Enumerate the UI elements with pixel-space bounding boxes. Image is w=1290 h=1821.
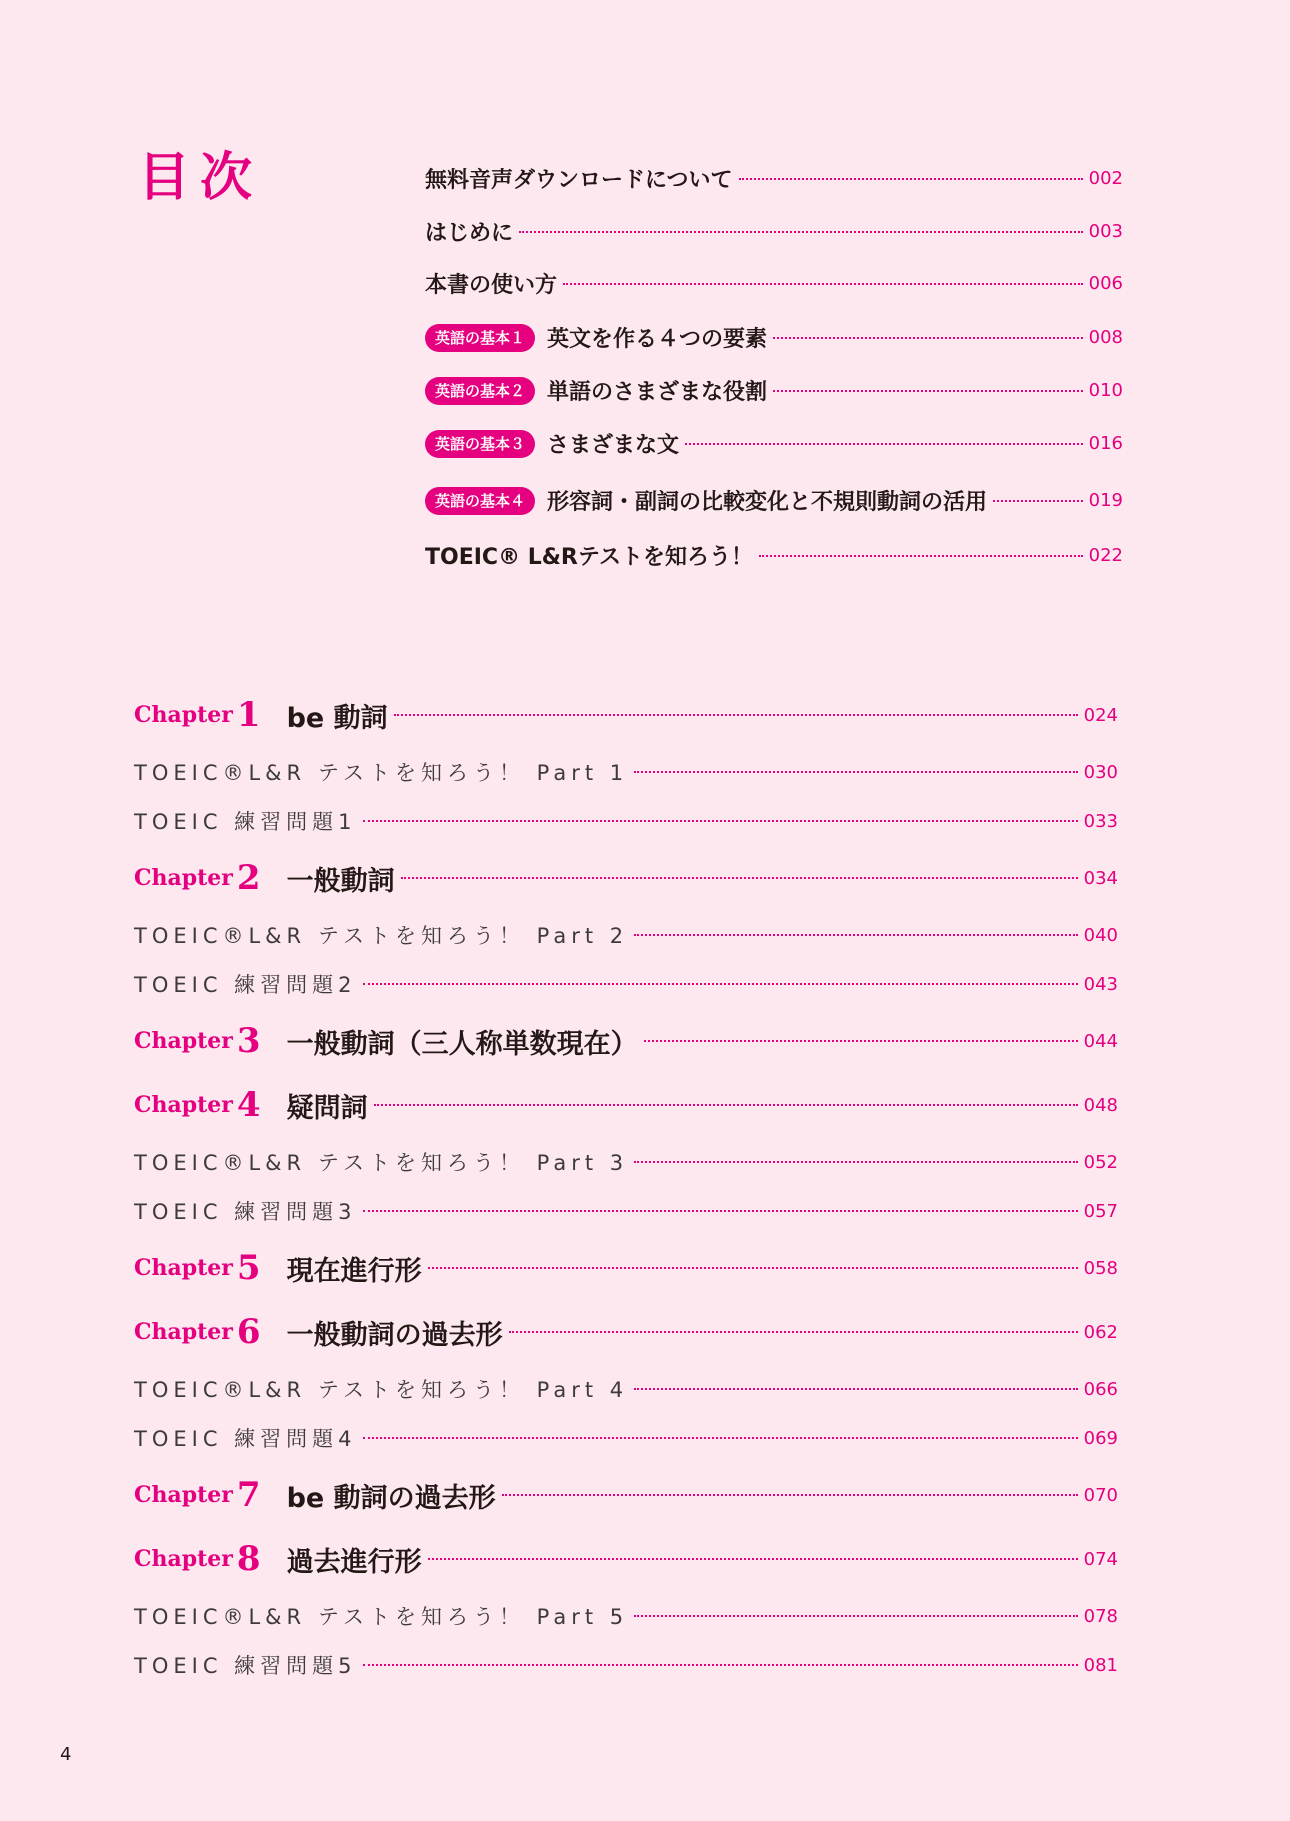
sub-entry[interactable] <box>134 920 1118 950</box>
leader-dots <box>634 934 1077 936</box>
chapter-entry[interactable] <box>134 1475 1118 1515</box>
toc-entry[interactable] <box>425 163 1123 194</box>
leader-dots <box>519 231 1083 233</box>
toc-entry[interactable] <box>425 216 1123 247</box>
page-number: 052 <box>1083 1151 1118 1173</box>
chapter-word: Chapter <box>134 1028 233 1054</box>
sub-entry[interactable] <box>134 757 1118 787</box>
chapter-number: 5 <box>236 1248 261 1288</box>
chapter-number: 3 <box>236 1021 261 1061</box>
leader-dots <box>374 1104 1078 1106</box>
leader-dots <box>502 1494 1078 1496</box>
chapter-number: 7 <box>236 1475 261 1515</box>
toc-entry[interactable] <box>425 322 1123 353</box>
leader-dots <box>634 1615 1077 1617</box>
page-number: 062 <box>1083 1321 1118 1343</box>
chapter-word: Chapter <box>134 1092 233 1118</box>
page-number: 010 <box>1088 380 1123 401</box>
page-number: 003 <box>1088 221 1123 242</box>
leader-dots <box>363 820 1078 822</box>
chapter-word: Chapter <box>134 1319 233 1345</box>
leader-dots <box>634 1161 1077 1163</box>
chapter-number: 2 <box>236 858 261 898</box>
leader-dots <box>773 337 1083 339</box>
page-number: 002 <box>1088 168 1123 189</box>
sub-entry-label: TOEIC 練習問題3 <box>134 1200 357 1224</box>
chapter-entry[interactable] <box>134 858 1118 898</box>
chapter-word: Chapter <box>134 1546 233 1572</box>
chapter-word: Chapter <box>134 1255 233 1281</box>
toc-entry[interactable] <box>425 485 1123 516</box>
leader-dots <box>363 983 1078 985</box>
sub-entry-label: TOEIC 練習問題5 <box>134 1654 357 1678</box>
chapter-number: 6 <box>236 1312 261 1352</box>
leader-dots <box>634 771 1077 773</box>
page-number: 030 <box>1083 761 1118 783</box>
section-badge: 英語の基本４ <box>425 487 535 515</box>
chapter-entry[interactable] <box>134 1312 1118 1352</box>
chapter-entry[interactable] <box>134 695 1118 735</box>
sub-entry[interactable] <box>134 1601 1118 1631</box>
leader-dots <box>644 1040 1078 1042</box>
page-number: 058 <box>1083 1257 1118 1279</box>
chapter-word: Chapter <box>134 865 233 891</box>
toc-entry[interactable] <box>425 268 1123 299</box>
chapter-title: 過去進行形 <box>286 1546 422 1578</box>
sub-entry-label: TOEIC®L&R テストを知ろう！ Part 3 <box>134 1151 629 1175</box>
page-number: 024 <box>1083 704 1118 726</box>
leader-dots <box>394 714 1078 716</box>
sub-entry-label: TOEIC®L&R テストを知ろう！ Part 4 <box>134 1378 629 1402</box>
chapter-title: 一般動詞 <box>286 865 395 897</box>
leader-dots <box>428 1558 1078 1560</box>
toc-entry-label: さまざまな文 <box>547 433 680 458</box>
chapter-entry[interactable] <box>134 1021 1118 1061</box>
leader-dots <box>685 443 1083 445</box>
sub-entry[interactable] <box>134 969 1118 999</box>
page-number: 043 <box>1083 973 1118 995</box>
page-number: 019 <box>1088 490 1123 511</box>
chapter-title: 現在進行形 <box>286 1255 422 1287</box>
leader-dots <box>428 1267 1078 1269</box>
page-number: 016 <box>1088 433 1123 454</box>
page-title: 目次 <box>138 148 263 208</box>
chapter-title: 一般動詞の過去形 <box>286 1319 503 1351</box>
chapter-title: 一般動詞（三人称単数現在） <box>286 1028 638 1060</box>
page-number: 033 <box>1083 810 1118 832</box>
sub-entry-label: TOEIC®L&R テストを知ろう！ Part 1 <box>134 761 629 785</box>
leader-dots <box>401 877 1078 879</box>
page-number: 008 <box>1088 327 1123 348</box>
toc-entry-label: TOEIC® L&Rテストを知ろう！ <box>425 545 753 570</box>
page-number: 048 <box>1083 1094 1118 1116</box>
leader-dots <box>563 283 1083 285</box>
toc-entry-label: はじめに <box>425 221 514 246</box>
toc-entry-label: 英文を作る４つの要素 <box>547 327 768 352</box>
chapter-entry[interactable] <box>134 1085 1118 1125</box>
sub-entry[interactable] <box>134 806 1118 836</box>
chapter-entry[interactable] <box>134 1248 1118 1288</box>
toc-entry[interactable] <box>425 540 1123 571</box>
page-number: 070 <box>1083 1484 1118 1506</box>
toc-entry[interactable] <box>425 375 1123 406</box>
sub-entry[interactable] <box>134 1650 1118 1680</box>
sub-entry[interactable] <box>134 1147 1118 1177</box>
chapter-number: 1 <box>236 695 261 735</box>
page-number: 069 <box>1083 1427 1118 1449</box>
leader-dots <box>634 1388 1077 1390</box>
chapter-number: 8 <box>236 1539 261 1579</box>
page-folio: 4 <box>60 1744 72 1765</box>
leader-dots <box>509 1331 1078 1333</box>
sub-entry[interactable] <box>134 1196 1118 1226</box>
chapter-entry[interactable] <box>134 1539 1118 1579</box>
leader-dots <box>993 500 1083 502</box>
page-number: 040 <box>1083 924 1118 946</box>
section-badge: 英語の基本２ <box>425 377 535 405</box>
leader-dots <box>363 1210 1078 1212</box>
leader-dots <box>759 555 1083 557</box>
toc-entry[interactable] <box>425 428 1123 459</box>
chapter-word: Chapter <box>134 1482 233 1508</box>
sub-entry[interactable] <box>134 1374 1118 1404</box>
page-number: 066 <box>1083 1378 1118 1400</box>
page-number: 057 <box>1083 1200 1118 1222</box>
sub-entry-label: TOEIC 練習問題4 <box>134 1427 357 1451</box>
sub-entry[interactable] <box>134 1423 1118 1453</box>
page-number: 078 <box>1083 1605 1118 1627</box>
chapter-number: 4 <box>236 1085 261 1125</box>
chapter-title: be 動詞 <box>286 702 388 734</box>
page-number: 034 <box>1083 867 1118 889</box>
chapter-title: 疑問詞 <box>286 1092 368 1124</box>
sub-entry-label: TOEIC®L&R テストを知ろう！ Part 2 <box>134 924 629 948</box>
sub-entry-label: TOEIC 練習問題1 <box>134 810 357 834</box>
page-number: 074 <box>1083 1548 1118 1570</box>
sub-entry-label: TOEIC®L&R テストを知ろう！ Part 5 <box>134 1605 629 1629</box>
section-badge: 英語の基本１ <box>425 324 535 352</box>
leader-dots <box>773 390 1083 392</box>
toc-entry-label: 単語のさまざまな役割 <box>547 380 768 405</box>
sub-entry-label: TOEIC 練習問題2 <box>134 973 357 997</box>
leader-dots <box>739 178 1083 180</box>
page-number: 006 <box>1088 273 1123 294</box>
page-number: 081 <box>1083 1654 1118 1676</box>
chapter-word: Chapter <box>134 702 233 728</box>
chapter-title: be 動詞の過去形 <box>286 1482 496 1514</box>
section-badge: 英語の基本３ <box>425 430 535 458</box>
leader-dots <box>363 1664 1078 1666</box>
toc-entry-label: 無料音声ダウンロードについて <box>425 168 733 193</box>
page-number: 022 <box>1088 545 1123 566</box>
leader-dots <box>363 1437 1078 1439</box>
toc-entry-label: 形容詞・副詞の比較変化と不規則動詞の活用 <box>547 490 988 515</box>
page-number: 044 <box>1083 1030 1118 1052</box>
toc-entry-label: 本書の使い方 <box>425 273 558 298</box>
